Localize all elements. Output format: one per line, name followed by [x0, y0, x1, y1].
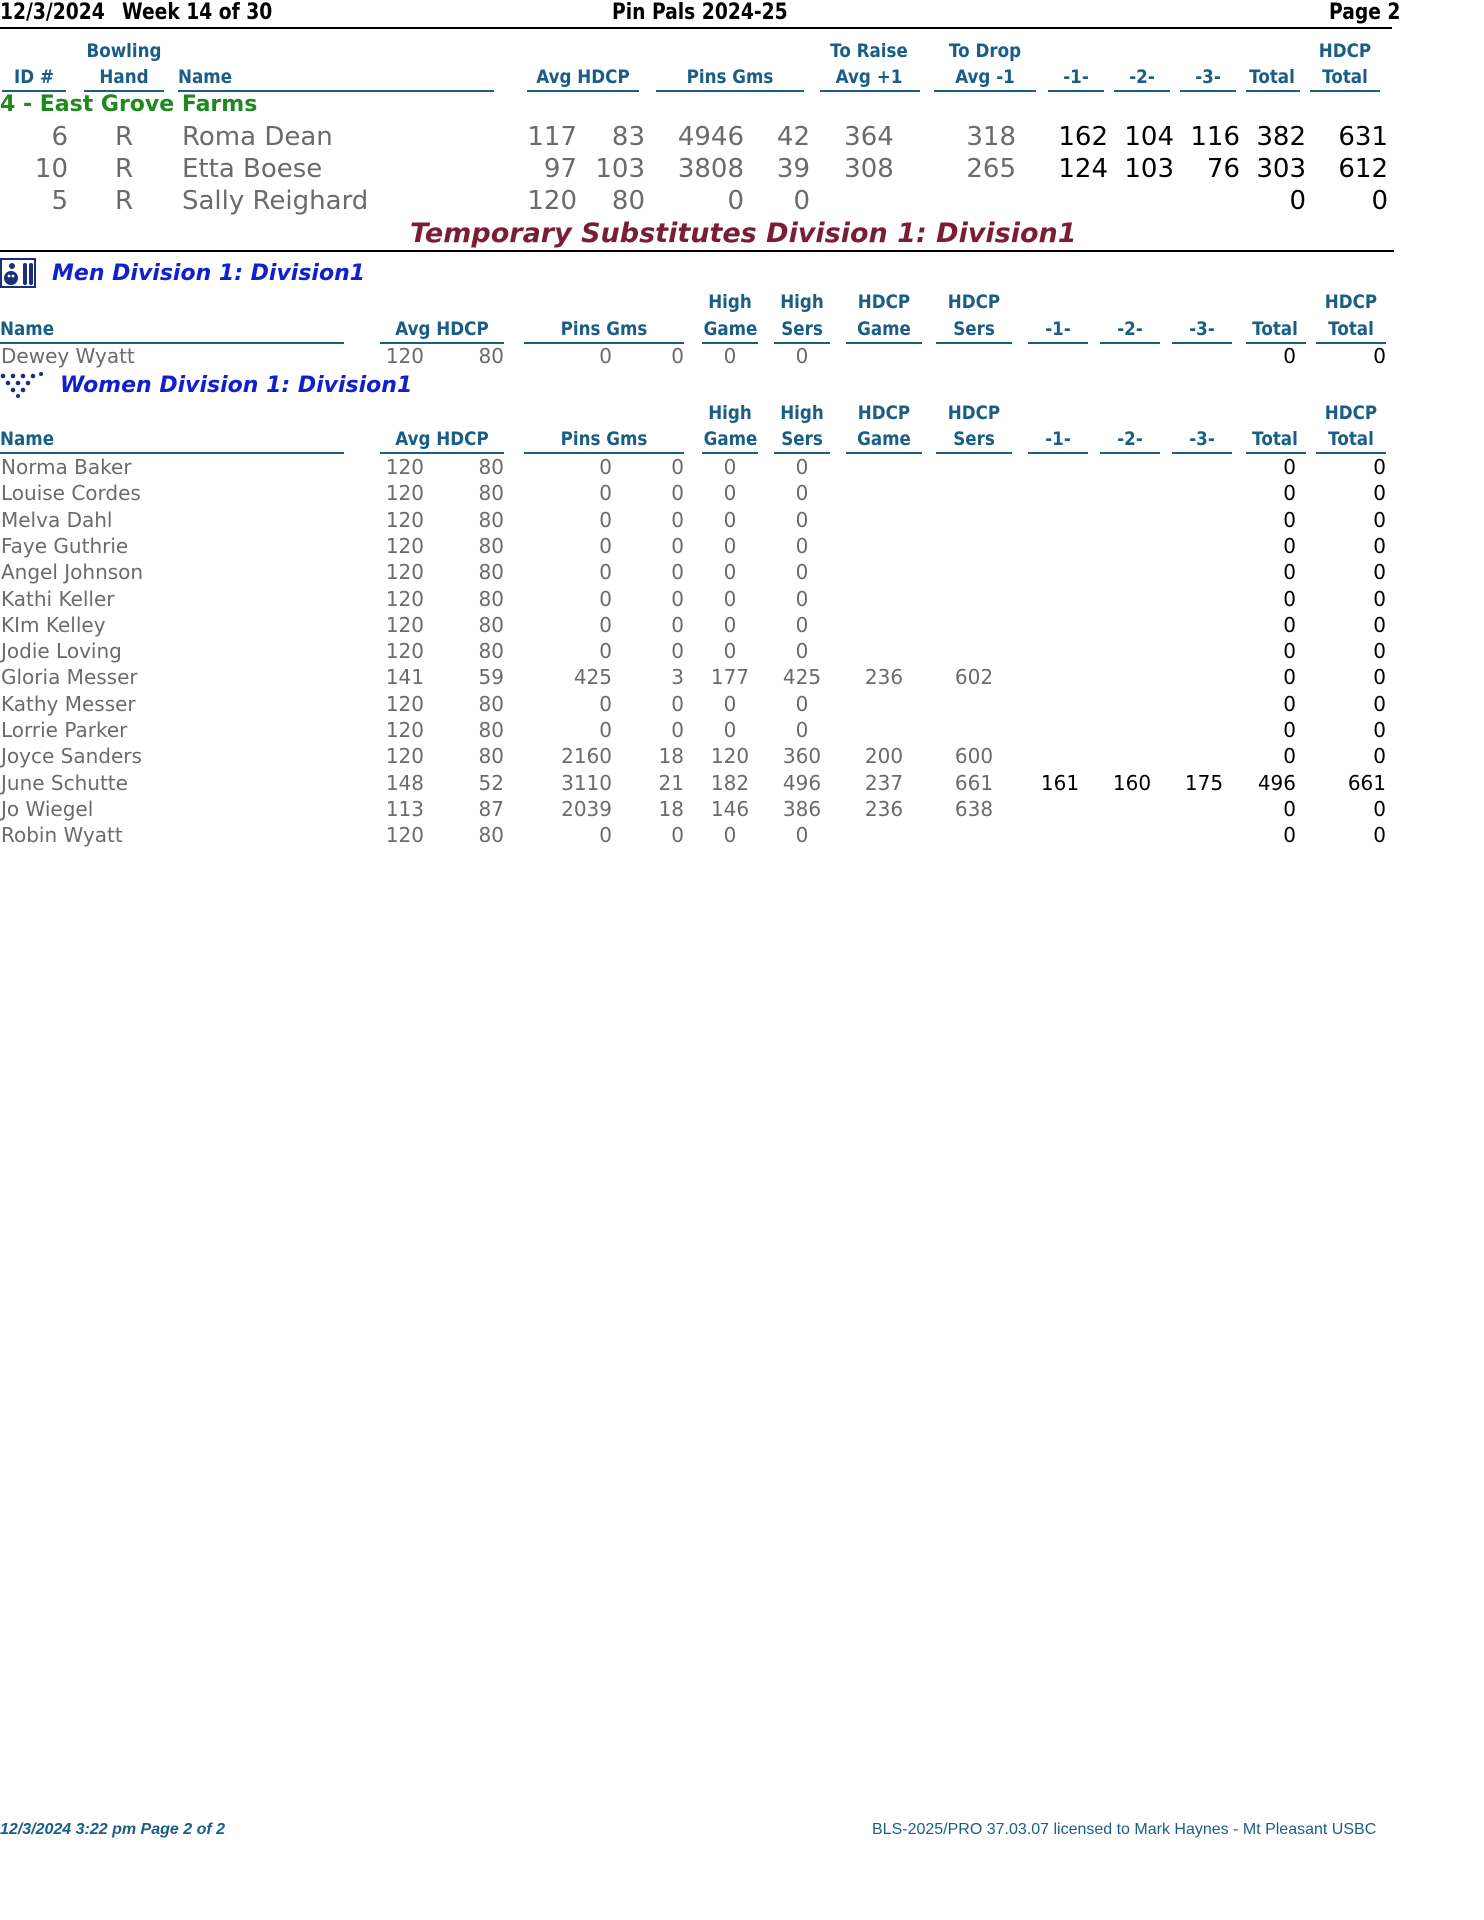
women-cell-hs: 0 — [795, 823, 809, 848]
women-cell-hdcp_total: 0 — [1373, 691, 1386, 716]
underline — [1172, 452, 1232, 454]
women-cell-total: 0 — [1283, 612, 1296, 637]
women-cell-name: Melva Dahl — [1, 507, 113, 532]
women-cell-hdcp_total: 0 — [1373, 639, 1386, 664]
women-cell-avg: 120 — [385, 639, 424, 664]
women-cell-total: 0 — [1283, 481, 1296, 506]
underline — [846, 452, 922, 454]
underline — [936, 342, 1012, 344]
col-total: Total — [1249, 66, 1295, 88]
team-cell-id: 6 — [51, 122, 68, 152]
women-cell-name: Norma Baker — [1, 455, 132, 479]
sub-col-header: Name — [0, 428, 55, 450]
women-cell-name: Jo Wiegel — [1, 796, 94, 821]
sub-col-header: HDCP — [947, 402, 1001, 424]
women-cell-total: 0 — [1283, 718, 1296, 742]
women-cell-hdcp_total: 0 — [1373, 533, 1386, 558]
col-game3: -3- — [1195, 66, 1221, 88]
team-cell-g1: 162 — [1058, 122, 1108, 152]
women-cell-hdcp_total: 0 — [1373, 612, 1386, 637]
women-cell-pins: 0 — [599, 639, 612, 664]
men-division-label: Men Division 1: Division1 — [52, 261, 366, 286]
team-cell-pins: 4946 — [677, 122, 744, 152]
women-cell-hds: 638 — [954, 796, 994, 821]
sub-col-header: High — [708, 402, 752, 424]
women-cell-hdcp: 80 — [478, 691, 504, 716]
men-cell-hs: 0 — [795, 344, 809, 368]
women-cell-hg: 146 — [710, 796, 750, 821]
team-cell-hdcp: 80 — [611, 186, 645, 216]
women-cell-hdcp_total: 0 — [1373, 455, 1386, 479]
col-hdcp-total-top: HDCP — [1318, 40, 1372, 62]
women-cell-hdcp: 80 — [478, 639, 504, 664]
sub-col-header: HDCP — [857, 402, 911, 424]
women-cell-hs: 0 — [795, 533, 809, 558]
women-cell-hs: 0 — [795, 612, 809, 637]
underline — [820, 90, 920, 92]
women-cell-gms: 18 — [658, 744, 684, 769]
col-avg-hdcp: Avg HDCP — [536, 66, 630, 88]
team-cell-pins: 3808 — [677, 154, 744, 184]
women-cell-gms: 3 — [671, 665, 684, 690]
women-cell-avg: 120 — [385, 612, 424, 637]
women-cell-name: Angel Johnson — [1, 560, 144, 585]
women-cell-hg: 0 — [723, 481, 737, 506]
women-cell-total: 0 — [1283, 823, 1296, 848]
women-cell-hg: 0 — [723, 533, 737, 558]
women-cell-name: Gloria Messer — [1, 665, 138, 690]
underline — [1028, 452, 1088, 454]
women-cell-pins: 0 — [599, 533, 612, 558]
women-cell-hg: 0 — [723, 455, 737, 479]
sub-col-header: High — [780, 291, 824, 313]
underline — [934, 90, 1036, 92]
women-cell-hdg: 200 — [864, 744, 904, 769]
women-cell-pins: 2160 — [561, 744, 612, 769]
team-cell-name: Sally Reighard — [182, 186, 369, 216]
women-cell-hs: 0 — [795, 455, 809, 479]
women-cell-hg: 0 — [723, 586, 737, 611]
women-cell-hg: 0 — [723, 691, 737, 716]
women-cell-hs: 0 — [795, 560, 809, 585]
women-cell-avg: 120 — [385, 823, 424, 848]
women-cell-pins: 2039 — [561, 796, 612, 821]
women-cell-avg: 120 — [385, 533, 424, 558]
women-cell-hdcp: 80 — [478, 823, 504, 848]
women-division-label: Women Division 1: Division1 — [60, 373, 413, 398]
sub-col-header: HDCP — [1324, 291, 1378, 313]
sub-col-header: Sers — [953, 318, 995, 340]
underline — [1246, 342, 1306, 344]
men-cell-avg: 120 — [385, 344, 424, 368]
team-cell-hdcp_total: 0 — [1371, 186, 1388, 216]
underline — [656, 90, 804, 92]
sub-col-header: Total — [1252, 428, 1298, 450]
underline — [846, 342, 922, 344]
report-title: Pin Pals 2024-25 — [612, 0, 788, 25]
sub-col-header: -3- — [1189, 318, 1215, 340]
women-cell-pins: 0 — [599, 560, 612, 585]
men-cell-hdcp: 80 — [478, 344, 504, 368]
women-cell-g3: 175 — [1184, 770, 1224, 795]
col-raise-bottom: Avg +1 — [835, 66, 903, 88]
women-cell-total: 0 — [1283, 507, 1296, 532]
women-cell-hg: 0 — [723, 718, 737, 742]
team-cell-hdcp: 103 — [595, 154, 645, 184]
sub-col-header: High — [708, 291, 752, 313]
women-cell-gms: 21 — [658, 770, 684, 795]
women-cell-total: 0 — [1283, 744, 1296, 769]
underline — [774, 452, 830, 454]
women-cell-hdcp_total: 0 — [1373, 744, 1386, 769]
sub-col-header: -2- — [1117, 428, 1143, 450]
col-hand-bottom: Hand — [99, 66, 149, 88]
women-cell-avg: 120 — [385, 718, 424, 742]
sub-col-header: Total — [1328, 318, 1374, 340]
women-cell-total: 0 — [1283, 796, 1296, 821]
women-cell-gms: 0 — [671, 586, 684, 611]
women-cell-total: 0 — [1283, 586, 1296, 611]
women-cell-hdcp: 80 — [478, 481, 504, 506]
team-name: 4 - East Grove Farms — [0, 92, 258, 117]
women-cell-name: Lorrie Parker — [1, 718, 128, 742]
team-cell-raise: 364 — [844, 122, 894, 152]
women-cell-hdcp: 80 — [478, 533, 504, 558]
sub-col-header: Sers — [781, 428, 823, 450]
women-cell-hs: 0 — [795, 639, 809, 664]
team-cell-name: Etta Boese — [182, 154, 323, 184]
men-cell-pins: 0 — [599, 344, 612, 368]
women-cell-name: KIm Kelley — [1, 612, 106, 637]
women-cell-pins: 0 — [599, 507, 612, 532]
women-cell-name: Joyce Sanders — [1, 744, 142, 769]
sub-col-header: High — [780, 402, 824, 424]
women-cell-hg: 182 — [710, 770, 750, 795]
women-cell-hg: 0 — [723, 612, 737, 637]
sub-col-header: Game — [857, 428, 911, 450]
team-cell-raise: 308 — [844, 154, 894, 184]
women-cell-avg: 148 — [385, 770, 424, 795]
women-cell-hdcp: 59 — [478, 665, 504, 690]
women-cell-hdcp_total: 0 — [1373, 560, 1386, 585]
underline — [380, 452, 504, 454]
women-cell-avg: 120 — [385, 481, 424, 506]
underline — [1100, 342, 1160, 344]
women-cell-pins: 425 — [573, 665, 612, 690]
team-cell-total: 382 — [1256, 122, 1306, 152]
underline — [527, 90, 639, 92]
women-cell-pins: 0 — [599, 718, 612, 742]
women-cell-hs: 496 — [782, 770, 822, 795]
footer-timestamp: 12/3/2024 3:22 pm Page 2 of 2 — [0, 1821, 226, 1838]
men-cell-total: 0 — [1283, 344, 1296, 368]
team-cell-total: 0 — [1289, 186, 1306, 216]
team-cell-hdcp: 83 — [611, 122, 645, 152]
women-cell-hg: 0 — [723, 639, 737, 664]
underline — [1246, 452, 1306, 454]
underline — [1310, 90, 1380, 92]
women-cell-hg: 120 — [710, 744, 750, 769]
women-cell-hs: 0 — [795, 718, 809, 742]
women-cell-hds: 661 — [954, 770, 994, 795]
underline — [702, 452, 758, 454]
team-cell-avg: 97 — [543, 154, 577, 184]
underline — [1316, 452, 1386, 454]
women-cell-pins: 3110 — [561, 770, 612, 795]
women-cell-hs: 386 — [782, 796, 822, 821]
women-cell-g2: 160 — [1112, 770, 1152, 795]
women-cell-hdg: 236 — [864, 796, 904, 821]
women-cell-gms: 18 — [658, 796, 684, 821]
women-cell-hs: 0 — [795, 586, 809, 611]
team-cell-g1: 124 — [1058, 154, 1108, 184]
women-cell-avg: 120 — [385, 560, 424, 585]
underline — [1048, 90, 1104, 92]
women-cell-hs: 0 — [795, 507, 809, 532]
women-cell-total: 0 — [1283, 533, 1296, 558]
women-cell-hdcp_total: 0 — [1373, 586, 1386, 611]
col-drop-bottom: Avg -1 — [955, 66, 1015, 88]
sub-col-header: Total — [1328, 428, 1374, 450]
team-cell-total: 303 — [1256, 154, 1306, 184]
women-cell-pins: 0 — [599, 612, 612, 637]
sub-col-header: Game — [703, 318, 758, 340]
team-cell-gms: 0 — [793, 186, 810, 216]
men-cell-name: Dewey Wyatt — [1, 344, 135, 368]
women-cell-hds: 602 — [954, 665, 994, 690]
women-cell-hdcp_total: 661 — [1347, 770, 1386, 795]
team-cell-g2: 104 — [1124, 122, 1174, 152]
women-cell-gms: 0 — [671, 507, 684, 532]
women-cell-pins: 0 — [599, 586, 612, 611]
women-cell-hdcp_total: 0 — [1373, 507, 1386, 532]
sub-col-header: -1- — [1045, 318, 1071, 340]
report-date: 12/3/2024 — [0, 0, 105, 25]
women-cell-gms: 0 — [671, 691, 684, 716]
women-cell-pins: 0 — [599, 691, 612, 716]
women-cell-hs: 360 — [782, 744, 822, 769]
women-cell-name: Faye Guthrie — [1, 533, 129, 558]
team-cell-g3: 116 — [1190, 122, 1240, 152]
women-cell-pins: 0 — [599, 481, 612, 506]
women-cell-total: 0 — [1283, 691, 1296, 716]
women-cell-hdcp: 80 — [478, 560, 504, 585]
sub-col-header: Pins Gms — [560, 428, 648, 450]
women-cell-hdcp_total: 0 — [1373, 823, 1386, 848]
women-cell-hdcp_total: 0 — [1373, 796, 1386, 821]
women-cell-hdg: 236 — [864, 665, 904, 690]
women-pins-icon — [0, 372, 44, 398]
women-cell-hdg: 237 — [864, 770, 904, 795]
col-game2: -2- — [1129, 66, 1155, 88]
underline — [1246, 90, 1300, 92]
team-cell-hdcp_total: 631 — [1338, 122, 1388, 152]
sub-col-header: Sers — [781, 318, 823, 340]
team-cell-gms: 39 — [776, 154, 810, 184]
women-cell-hdcp: 87 — [478, 796, 504, 821]
women-cell-gms: 0 — [671, 639, 684, 664]
women-cell-name: Kathy Messer — [1, 691, 136, 716]
women-cell-hs: 425 — [782, 665, 822, 690]
women-cell-gms: 0 — [671, 718, 684, 742]
underline — [1180, 90, 1236, 92]
women-cell-hg: 0 — [723, 507, 737, 532]
women-cell-hdcp: 80 — [478, 586, 504, 611]
team-cell-hand: R — [114, 154, 134, 184]
sub-col-header: Game — [703, 428, 758, 450]
sub-col-header: HDCP — [1324, 402, 1378, 424]
sub-col-header: Avg HDCP — [395, 428, 489, 450]
women-cell-avg: 120 — [385, 744, 424, 769]
substitutes-title: Temporary Substitutes Division 1: Division1 — [410, 218, 1077, 249]
women-cell-hdcp: 80 — [478, 507, 504, 532]
women-cell-name: Jodie Loving — [1, 639, 122, 664]
sub-col-header: -2- — [1117, 318, 1143, 340]
underline — [1028, 342, 1088, 344]
women-cell-name: Louise Cordes — [1, 481, 141, 506]
team-cell-g2: 103 — [1124, 154, 1174, 184]
sub-col-header: -3- — [1189, 428, 1215, 450]
women-cell-hdcp: 80 — [478, 744, 504, 769]
women-cell-hs: 0 — [795, 691, 809, 716]
sub-col-header: Game — [857, 318, 911, 340]
footer-license: BLS-2025/PRO 37.03.07 licensed to Mark Haynes - Mt Pleasant USBC — [872, 1821, 1377, 1838]
men-bowler-icon — [0, 258, 36, 288]
team-cell-avg: 120 — [527, 186, 577, 216]
sub-col-header: Sers — [953, 428, 995, 450]
women-cell-gms: 0 — [671, 533, 684, 558]
underline — [1100, 452, 1160, 454]
team-cell-drop: 318 — [966, 122, 1016, 152]
women-cell-avg: 120 — [385, 691, 424, 716]
women-cell-hdcp: 52 — [478, 770, 504, 795]
women-cell-total: 0 — [1283, 665, 1296, 690]
underline — [524, 452, 684, 454]
women-cell-total: 0 — [1283, 455, 1296, 479]
women-cell-hdcp_total: 0 — [1373, 718, 1386, 742]
women-cell-name: Kathi Keller — [1, 586, 115, 611]
col-name: Name — [178, 66, 233, 88]
team-cell-hand: R — [114, 122, 134, 152]
women-cell-total: 496 — [1257, 770, 1296, 795]
col-pins-gms: Pins Gms — [686, 66, 774, 88]
women-cell-hdcp: 80 — [478, 612, 504, 637]
week-label: Week 14 of 30 — [122, 0, 273, 25]
women-cell-gms: 0 — [671, 560, 684, 585]
team-cell-id: 5 — [51, 186, 68, 216]
sub-col-header: HDCP — [857, 291, 911, 313]
header-rule — [0, 27, 1392, 29]
sub-col-header: Total — [1252, 318, 1298, 340]
women-cell-gms: 0 — [671, 481, 684, 506]
page-number: Page 2 — [1329, 0, 1401, 25]
women-cell-total: 0 — [1283, 560, 1296, 585]
col-id: ID # — [14, 66, 54, 88]
women-cell-hds: 600 — [954, 744, 994, 769]
women-cell-name: Robin Wyatt — [1, 823, 123, 848]
men-cell-gms: 0 — [671, 344, 684, 368]
underline — [936, 452, 1012, 454]
team-cell-hdcp_total: 612 — [1338, 154, 1388, 184]
substitutes-rule — [0, 250, 1394, 252]
col-game1: -1- — [1063, 66, 1089, 88]
col-hand-top: Bowling — [86, 40, 162, 62]
team-cell-gms: 42 — [776, 122, 810, 152]
team-cell-id: 10 — [34, 154, 68, 184]
women-cell-hg: 177 — [710, 665, 750, 690]
women-cell-gms: 0 — [671, 823, 684, 848]
sub-col-header: Pins Gms — [560, 318, 648, 340]
team-cell-pins: 0 — [727, 186, 744, 216]
col-drop-top: To Drop — [948, 40, 1022, 62]
sub-col-header: HDCP — [947, 291, 1001, 313]
women-cell-hdcp: 80 — [478, 718, 504, 742]
women-cell-hdcp_total: 0 — [1373, 665, 1386, 690]
women-cell-hdcp: 80 — [478, 455, 504, 479]
women-cell-total: 0 — [1283, 639, 1296, 664]
underline — [0, 452, 344, 454]
women-cell-hg: 0 — [723, 823, 737, 848]
team-cell-avg: 117 — [527, 122, 577, 152]
men-cell-hdcp_total: 0 — [1373, 344, 1386, 368]
women-cell-avg: 120 — [385, 507, 424, 532]
col-raise-top: To Raise — [830, 40, 908, 62]
women-cell-hs: 0 — [795, 481, 809, 506]
team-cell-hand: R — [114, 186, 134, 216]
sub-col-header: Name — [0, 318, 55, 340]
women-cell-gms: 0 — [671, 612, 684, 637]
men-cell-hg: 0 — [723, 344, 737, 368]
women-cell-hg: 0 — [723, 560, 737, 585]
underline — [1114, 90, 1170, 92]
women-cell-gms: 0 — [671, 455, 684, 479]
team-cell-name: Roma Dean — [182, 122, 333, 152]
women-cell-pins: 0 — [599, 823, 612, 848]
women-cell-avg: 141 — [385, 665, 424, 690]
underline — [1172, 342, 1232, 344]
women-cell-g1: 161 — [1040, 770, 1080, 795]
team-cell-drop: 265 — [966, 154, 1016, 184]
team-cell-g3: 76 — [1206, 154, 1240, 184]
sub-col-header: -1- — [1045, 428, 1071, 450]
women-cell-avg: 120 — [385, 455, 424, 479]
col-hdcp-total-bottom: Total — [1322, 66, 1368, 88]
women-cell-avg: 120 — [385, 586, 424, 611]
sub-col-header: Avg HDCP — [395, 318, 489, 340]
women-cell-pins: 0 — [599, 455, 612, 479]
women-cell-avg: 113 — [385, 796, 424, 821]
women-cell-name: June Schutte — [1, 770, 128, 795]
women-cell-hdcp_total: 0 — [1373, 481, 1386, 506]
